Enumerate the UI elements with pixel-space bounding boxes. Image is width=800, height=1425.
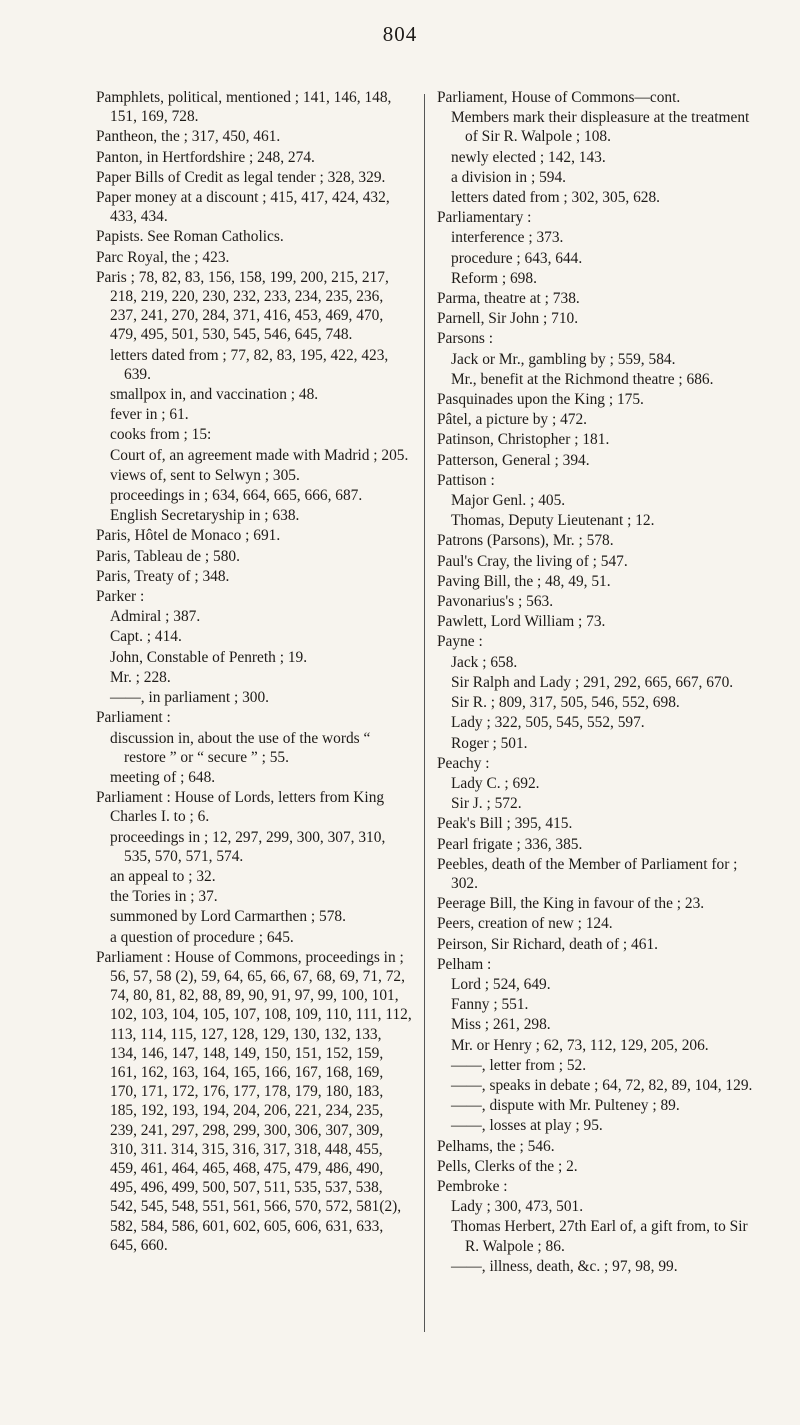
index-subentry: ——, in parliament ; 300. <box>110 689 270 707</box>
index-subentry: Reform ; 698. <box>451 269 537 287</box>
index-subentry: Fanny ; 551. <box>451 996 529 1014</box>
index-subentry: proceedings in ; 634, 664, 665, 666, 687. <box>110 487 363 505</box>
index-entry: Parker : <box>96 588 145 606</box>
index-subentry: cooks from ; 15: <box>110 426 212 444</box>
index-subentry: Jack ; 658. <box>451 653 518 671</box>
index-entry: Parliament, House of Commons—cont. <box>437 89 681 106</box>
index-subentry: ——, letter from ; 52. <box>451 1056 587 1074</box>
index-entry: Parliament : House of Lords, letters from King Charles I. to ; 6. <box>96 789 385 826</box>
index-subentry: discussion in, about the use of the words “ restore ” or “ secure ” ; 55. <box>110 729 371 766</box>
index-subentry: meeting of ; 648. <box>110 768 216 786</box>
index-entry: Pelhams, the ; 546. <box>437 1137 555 1155</box>
index-entry: Pells, Clerks of the ; 2. <box>437 1157 578 1175</box>
index-entry: Peerage Bill, the King in favour of the ; 23. <box>437 895 705 913</box>
index-subentry: views of, sent to Selwyn ; 305. <box>110 466 300 484</box>
index-entry: Parsons : <box>437 330 494 348</box>
index-subentry: Miss ; 261, 298. <box>451 1016 551 1034</box>
index-entry: Peebles, death of the Member of Parliament for ; 302. <box>437 855 738 892</box>
index-entry: Parliament : <box>96 709 171 727</box>
column-divider <box>424 94 425 1332</box>
index-subentry: Thomas Herbert, 27th Earl of, a gift from, to Sir R. Walpole ; 86. <box>451 1218 748 1255</box>
index-subentry: Jack or Mr., gambling by ; 559, 584. <box>451 350 676 368</box>
index-entry: Paris ; 78, 82, 83, 156, 158, 199, 200, 215, 217, 218, 219, 220, 230, 232, 233, 234, 235, 236, 237, 241, 270, 284, 371, 416, 453, 469, 470, 479, 495, 501, 530, 545, 546, 645, 748. <box>96 268 389 344</box>
index-subentry: ——, losses at play ; 95. <box>451 1117 603 1135</box>
index-subentry: interference ; 373. <box>451 229 564 247</box>
index-entry: Parc Royal, the ; 423. <box>96 248 230 266</box>
index-subentry: Lady ; 300, 473, 501. <box>451 1198 584 1216</box>
index-entry: Pawlett, Lord William ; 73. <box>437 613 606 631</box>
index-subentry: Lady ; 322, 505, 545, 552, 597. <box>451 714 645 732</box>
index-entry: Peers, creation of new ; 124. <box>437 915 613 933</box>
index-entry: Paper Bills of Credit as legal tender ; 328, 329. <box>96 168 386 186</box>
index-subentry: Capt. ; 414. <box>110 628 182 646</box>
index-subentry: a division in ; 594. <box>451 168 567 186</box>
index-entry: Payne : <box>437 633 483 651</box>
index-subentry: letters dated from ; 77, 82, 83, 195, 422, 423, 639. <box>110 346 389 383</box>
index-entry: Paris, Treaty of ; 348. <box>96 567 230 585</box>
index-entry: Papists. See Roman Catholics. <box>96 228 284 246</box>
index-column-left <box>96 88 412 1256</box>
index-subentry: ——, speaks in debate ; 64, 72, 82, 89, 104, 129. <box>451 1076 753 1094</box>
index-entry: Patterson, General ; 394. <box>437 451 590 469</box>
index-subentry: English Secretaryship in ; 638. <box>110 507 300 525</box>
index-subentry: Sir Ralph and Lady ; 291, 292, 665, 667, 670. <box>451 673 734 691</box>
index-subentry: an appeal to ; 32. <box>110 867 216 885</box>
index-entry: Paul's Cray, the living of ; 547. <box>437 552 628 570</box>
index-subentry: proceedings in ; 12, 297, 299, 300, 307, 310, 535, 570, 571, 574. <box>110 828 386 865</box>
index-subentry: Court of, an agreement made with Madrid ; 205. <box>110 446 409 464</box>
index-entry: Pâtel, a picture by ; 472. <box>437 411 588 429</box>
index-subentry: Mr. or Henry ; 62, 73, 112, 129, 205, 206. <box>451 1036 709 1054</box>
index-entry: Paper money at a discount ; 415, 417, 424, 432, 433, 434. <box>96 189 390 226</box>
index-entry: Patrons (Parsons), Mr. ; 578. <box>437 532 614 550</box>
index-subentry: Thomas, Deputy Lieutenant ; 12. <box>451 512 655 530</box>
index-entry: Paris, Tableau de ; 580. <box>96 547 240 565</box>
index-entry: Parnell, Sir John ; 710. <box>437 310 579 328</box>
index-subentry: Mr. ; 228. <box>110 668 171 686</box>
index-entry: Peak's Bill ; 395, 415. <box>437 815 573 833</box>
index-entry: Parliament : House of Commons, proceedings in ; 56, 57, 58 (2), 59, 64, 65, 66, 67, 68, 69, 71, 72, 74, 80, 81, 82, 88, 89, 90, 91, 97, 99, 100, 101, 102, 103, 104, 105, 107, 108, 109, 110, 111, 112, 113, 114, 115, 127, 128, 129, 130, 132, 133, 134, 146, 147, 148, 149, 150, 151, 152, 159, 161, 162, 163, 164, 165, 166, 167, 168, 169, 170, 171, 172, 176, 177, 178, 179, 180, 183, 185, 192, 193, 194, 204, 206, 221, 234, 235, 239, 241, 297, 298, 299, 300, 306, 307, 309, 310, 311. 314, 315, 316, 317, 318, 448, 455, 459, 461, 464, 465, 468, 475, 479, 486, 490, 495, 496, 499, 500, 507, 511, 535, 537, 538, 542, 545, 548, 551, 561, 566, 570, 572, 581(2), 582, 584, 586, 601, 602, 605, 606, 631, 633, 645, 660. <box>96 948 412 1254</box>
index-entry: Pembroke : <box>437 1177 508 1195</box>
index-subentry: letters dated from ; 302, 305, 628. <box>451 189 661 207</box>
index-entry: Panton, in Hertfordshire ; 248, 274. <box>96 148 315 166</box>
index-entry: Peachy : <box>437 754 490 772</box>
index-entry: Parliamentary : <box>437 209 532 227</box>
index-subentry: Admiral ; 387. <box>110 608 201 626</box>
index-subentry: Lady C. ; 692. <box>451 774 540 792</box>
index-subentry: Sir R. ; 809, 317, 505, 546, 552, 698. <box>451 694 680 712</box>
index-subentry: Major Genl. ; 405. <box>451 492 566 510</box>
index-subentry: procedure ; 643, 644. <box>451 249 583 267</box>
index-entry: Pavonarius's ; 563. <box>437 593 554 611</box>
index-entry: Pelham : <box>437 955 492 973</box>
index-subentry: Mr., benefit at the Richmond theatre ; 686. <box>451 370 714 388</box>
page-number: 804 <box>382 22 418 46</box>
index-subentry: Roger ; 501. <box>451 734 528 752</box>
index-entry: Parma, theatre at ; 738. <box>437 290 580 308</box>
index-entry: Peirson, Sir Richard, death of ; 461. <box>437 935 658 953</box>
index-subentry: John, Constable of Penreth ; 19. <box>110 648 308 666</box>
index-entry: Pamphlets, political, mentioned ; 141, 146, 148, 151, 169, 728. <box>96 89 392 126</box>
index-entry: Paving Bill, the ; 48, 49, 51. <box>437 572 611 590</box>
index-subentry: Sir J. ; 572. <box>451 795 522 813</box>
index-subentry: a question of procedure ; 645. <box>110 928 294 946</box>
index-subentry: ——, illness, death, &c. ; 97, 98, 99. <box>451 1257 678 1275</box>
index-entry: Patinson, Christopher ; 181. <box>437 431 610 449</box>
index-entry: Pearl frigate ; 336, 385. <box>437 835 583 853</box>
index-entry: Pattison : <box>437 471 495 489</box>
index-column-right <box>437 88 759 1277</box>
index-entry: Pantheon, the ; 317, 450, 461. <box>96 128 281 146</box>
index-subentry: ——, dispute with Mr. Pulteney ; 89. <box>451 1097 680 1115</box>
index-entry: Paris, Hôtel de Monaco ; 691. <box>96 527 281 545</box>
index-subentry: Members mark their displeasure at the treatment of Sir R. Walpole ; 108. <box>451 109 750 146</box>
index-subentry: the Tories in ; 37. <box>110 888 218 906</box>
index-subentry: newly elected ; 142, 143. <box>451 148 606 166</box>
index-entry: Pasquinades upon the King ; 175. <box>437 391 644 409</box>
index-subentry: summoned by Lord Carmarthen ; 578. <box>110 908 346 926</box>
index-subentry: smallpox in, and vaccination ; 48. <box>110 386 319 404</box>
index-subentry: fever in ; 61. <box>110 406 189 424</box>
index-subentry: Lord ; 524, 649. <box>451 975 551 993</box>
